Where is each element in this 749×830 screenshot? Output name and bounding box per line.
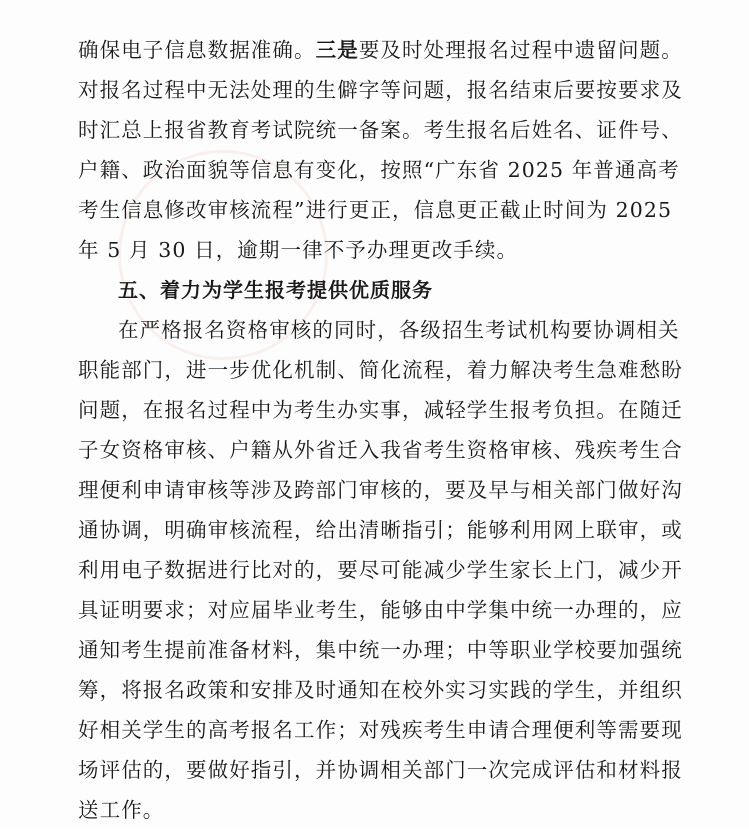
text-line: 子女资格审核、户籍从外省迁入我省考生资格审核、残疾考生合 [78, 438, 683, 462]
text-line [78, 30, 683, 70]
text-line: 在严格报名资格审核的同时，各级招生考试机构要协调相关 [118, 318, 680, 342]
text-line: 问题，在报名过程中为考生办实事，减轻学生报考负担。在随迁 [78, 398, 683, 422]
text-line: 送工作。 [78, 798, 165, 822]
text-line: 通知考生提前准备材料，集中统一办理；中等职业学校要加强统 [78, 638, 683, 662]
text-line: 对报名过程中无法处理的生僻字等问题，报名结束后要按要求及 [78, 78, 683, 102]
text-line: 利用电子数据进行比对的，要尽可能减少学生家长上门，减少开 [78, 558, 683, 582]
text-line: 考生信息修改审核流程”进行更正，信息更正截止时间为 2025 [78, 198, 673, 222]
text-line: 筹，将报名政策和安排及时通知在校外实习实践的学生，并组织 [78, 678, 683, 702]
text-line: 场评估的，要做好指引，并协调相关部门一次完成评估和材料报 [78, 758, 683, 782]
text-segment: 要及时处理报名过程中遗留问题。 [358, 38, 683, 62]
section-heading: 五、着力为学生报考提供优质服务 [118, 278, 433, 302]
text-line: 年 5 月 30 日，逾期一律不予办理更改手续。 [78, 238, 519, 262]
text-line: 职能部门，进一步优化机制、简化流程，着力解决考生急难愁盼 [78, 358, 683, 382]
text-line: 好相关学生的高考报名工作；对残疾考生申请合理便利等需要现 [78, 718, 683, 742]
text-line: 户籍、政治面貌等信息有变化，按照“广东省 2025 年普通高考 [78, 158, 680, 182]
text-line: 理便利申请审核等涉及跨部门审核的，要及早与相关部门做好沟 [78, 478, 683, 502]
text-segment: 确保电子信息数据准确。 [78, 38, 316, 62]
text-line: 通协调，明确审核流程，给出清晰指引；能够利用网上联审，或 [78, 518, 683, 542]
text-line: 具证明要求；对应届毕业考生，能够由中学集中统一办理的，应 [78, 598, 683, 622]
bold-marker: 三是 [315, 38, 359, 62]
text-line: 时汇总上报省教育考试院统一备案。考生报名后姓名、证件号、 [78, 118, 683, 142]
